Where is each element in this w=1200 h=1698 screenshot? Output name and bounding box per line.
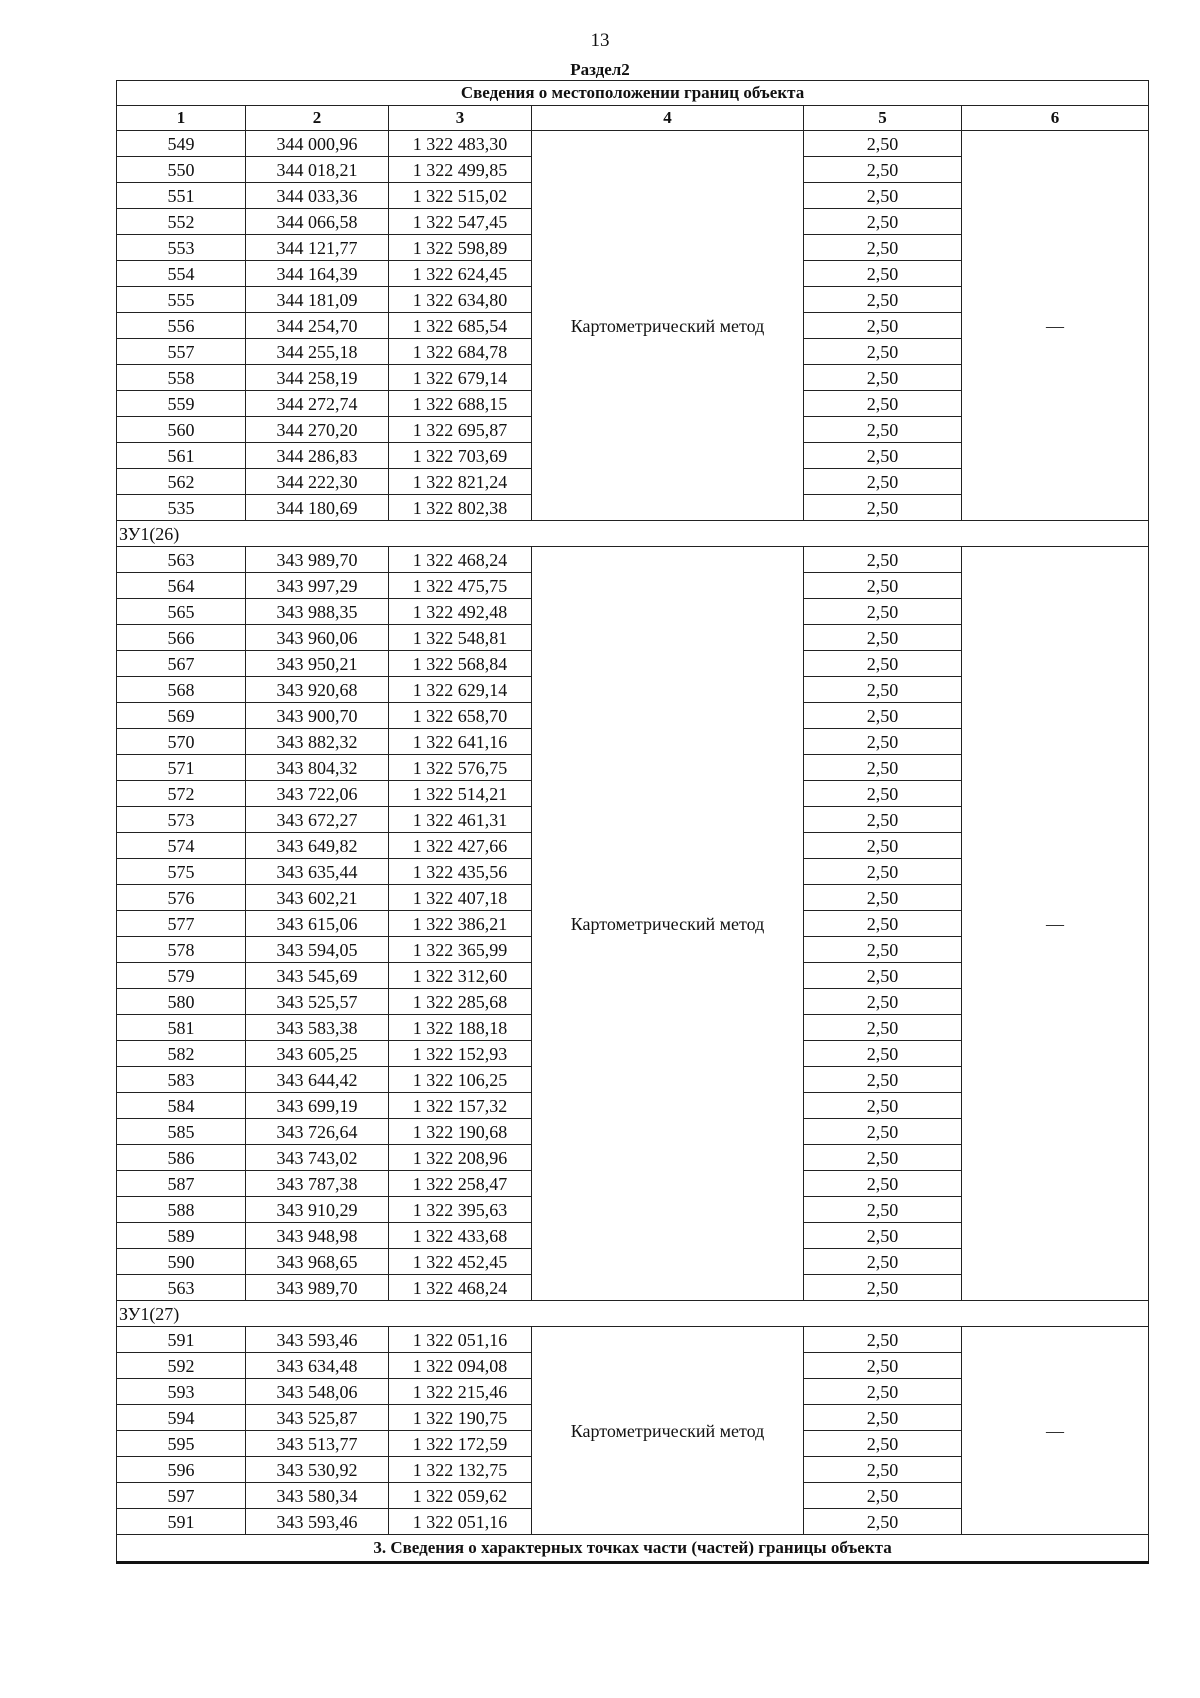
point-number-cell: 581 bbox=[117, 1015, 246, 1041]
x-coordinate-cell: 344 033,36 bbox=[246, 183, 389, 209]
y-coordinate-cell: 1 322 258,47 bbox=[389, 1171, 532, 1197]
y-coordinate-cell: 1 322 152,93 bbox=[389, 1041, 532, 1067]
point-number-cell: 582 bbox=[117, 1041, 246, 1067]
y-coordinate-cell: 1 322 629,14 bbox=[389, 677, 532, 703]
accuracy-cell: 2,50 bbox=[804, 911, 962, 937]
point-number-cell: 593 bbox=[117, 1379, 246, 1405]
x-coordinate-cell: 343 513,77 bbox=[246, 1431, 389, 1457]
y-coordinate-cell: 1 322 051,16 bbox=[389, 1327, 532, 1353]
accuracy-cell: 2,50 bbox=[804, 833, 962, 859]
x-coordinate-cell: 343 635,44 bbox=[246, 859, 389, 885]
accuracy-cell: 2,50 bbox=[804, 469, 962, 495]
x-coordinate-cell: 343 594,05 bbox=[246, 937, 389, 963]
point-number-cell: 573 bbox=[117, 807, 246, 833]
y-coordinate-cell: 1 322 365,99 bbox=[389, 937, 532, 963]
accuracy-cell: 2,50 bbox=[804, 1223, 962, 1249]
point-number-cell: 586 bbox=[117, 1145, 246, 1171]
point-number-cell: 579 bbox=[117, 963, 246, 989]
x-coordinate-cell: 343 593,46 bbox=[246, 1509, 389, 1535]
column-number-5: 5 bbox=[804, 106, 962, 131]
x-coordinate-cell: 344 258,19 bbox=[246, 365, 389, 391]
group-label: ЗУ1(27) bbox=[117, 1301, 1149, 1327]
accuracy-cell: 2,50 bbox=[804, 1171, 962, 1197]
y-coordinate-cell: 1 322 499,85 bbox=[389, 157, 532, 183]
point-number-cell: 584 bbox=[117, 1093, 246, 1119]
y-coordinate-cell: 1 322 395,63 bbox=[389, 1197, 532, 1223]
point-number-cell: 555 bbox=[117, 287, 246, 313]
point-number-cell: 597 bbox=[117, 1483, 246, 1509]
accuracy-cell: 2,50 bbox=[804, 963, 962, 989]
x-coordinate-cell: 343 545,69 bbox=[246, 963, 389, 989]
y-coordinate-cell: 1 322 312,60 bbox=[389, 963, 532, 989]
y-coordinate-cell: 1 322 483,30 bbox=[389, 131, 532, 157]
y-coordinate-cell: 1 322 452,45 bbox=[389, 1249, 532, 1275]
accuracy-cell: 2,50 bbox=[804, 1119, 962, 1145]
point-number-cell: 560 bbox=[117, 417, 246, 443]
accuracy-cell: 2,50 bbox=[804, 313, 962, 339]
x-coordinate-cell: 343 672,27 bbox=[246, 807, 389, 833]
y-coordinate-cell: 1 322 059,62 bbox=[389, 1483, 532, 1509]
x-coordinate-cell: 343 989,70 bbox=[246, 547, 389, 573]
accuracy-cell: 2,50 bbox=[804, 365, 962, 391]
x-coordinate-cell: 343 968,65 bbox=[246, 1249, 389, 1275]
y-coordinate-cell: 1 322 685,54 bbox=[389, 313, 532, 339]
x-coordinate-cell: 343 602,21 bbox=[246, 885, 389, 911]
point-number-cell: 558 bbox=[117, 365, 246, 391]
accuracy-cell: 2,50 bbox=[804, 1249, 962, 1275]
y-coordinate-cell: 1 322 208,96 bbox=[389, 1145, 532, 1171]
accuracy-cell: 2,50 bbox=[804, 495, 962, 521]
accuracy-cell: 2,50 bbox=[804, 1327, 962, 1353]
y-coordinate-cell: 1 322 514,21 bbox=[389, 781, 532, 807]
point-number-cell: 567 bbox=[117, 651, 246, 677]
table-row bbox=[117, 1327, 1149, 1353]
x-coordinate-cell: 343 726,64 bbox=[246, 1119, 389, 1145]
y-coordinate-cell: 1 322 475,75 bbox=[389, 573, 532, 599]
x-coordinate-cell: 343 649,82 bbox=[246, 833, 389, 859]
y-coordinate-cell: 1 322 435,56 bbox=[389, 859, 532, 885]
column-number-row bbox=[117, 106, 1149, 131]
x-coordinate-cell: 343 948,98 bbox=[246, 1223, 389, 1249]
column-number-6: 6 bbox=[962, 106, 1149, 131]
description-cell: — bbox=[962, 1327, 1149, 1535]
accuracy-cell: 2,50 bbox=[804, 131, 962, 157]
y-coordinate-cell: 1 322 598,89 bbox=[389, 235, 532, 261]
column-number-4: 4 bbox=[532, 106, 804, 131]
x-coordinate-cell: 344 018,21 bbox=[246, 157, 389, 183]
y-coordinate-cell: 1 322 624,45 bbox=[389, 261, 532, 287]
group-label: ЗУ1(26) bbox=[117, 521, 1149, 547]
y-coordinate-cell: 1 322 461,31 bbox=[389, 807, 532, 833]
x-coordinate-cell: 343 634,48 bbox=[246, 1353, 389, 1379]
accuracy-cell: 2,50 bbox=[804, 1379, 962, 1405]
accuracy-cell: 2,50 bbox=[804, 1015, 962, 1041]
accuracy-cell: 2,50 bbox=[804, 1275, 962, 1301]
x-coordinate-cell: 344 180,69 bbox=[246, 495, 389, 521]
x-coordinate-cell: 343 548,06 bbox=[246, 1379, 389, 1405]
accuracy-cell: 2,50 bbox=[804, 339, 962, 365]
page-number: 13 bbox=[590, 30, 610, 51]
x-coordinate-cell: 344 255,18 bbox=[246, 339, 389, 365]
accuracy-cell: 2,50 bbox=[804, 417, 962, 443]
point-number-cell: 572 bbox=[117, 781, 246, 807]
y-coordinate-cell: 1 322 407,18 bbox=[389, 885, 532, 911]
accuracy-cell: 2,50 bbox=[804, 1509, 962, 1535]
x-coordinate-cell: 344 121,77 bbox=[246, 235, 389, 261]
accuracy-cell: 2,50 bbox=[804, 677, 962, 703]
y-coordinate-cell: 1 322 634,80 bbox=[389, 287, 532, 313]
x-coordinate-cell: 343 743,02 bbox=[246, 1145, 389, 1171]
x-coordinate-cell: 343 989,70 bbox=[246, 1275, 389, 1301]
y-coordinate-cell: 1 322 433,68 bbox=[389, 1223, 532, 1249]
y-coordinate-cell: 1 322 703,69 bbox=[389, 443, 532, 469]
x-coordinate-cell: 343 804,32 bbox=[246, 755, 389, 781]
point-number-cell: 588 bbox=[117, 1197, 246, 1223]
accuracy-cell: 2,50 bbox=[804, 1093, 962, 1119]
point-number-cell: 570 bbox=[117, 729, 246, 755]
y-coordinate-cell: 1 322 468,24 bbox=[389, 547, 532, 573]
accuracy-cell: 2,50 bbox=[804, 729, 962, 755]
point-number-cell: 564 bbox=[117, 573, 246, 599]
accuracy-cell: 2,50 bbox=[804, 599, 962, 625]
accuracy-cell: 2,50 bbox=[804, 547, 962, 573]
y-coordinate-cell: 1 322 094,08 bbox=[389, 1353, 532, 1379]
point-number-cell: 559 bbox=[117, 391, 246, 417]
accuracy-cell: 2,50 bbox=[804, 1483, 962, 1509]
accuracy-cell: 2,50 bbox=[804, 1145, 962, 1171]
point-number-cell: 557 bbox=[117, 339, 246, 365]
x-coordinate-cell: 343 950,21 bbox=[246, 651, 389, 677]
accuracy-cell: 2,50 bbox=[804, 1041, 962, 1067]
point-number-cell: 550 bbox=[117, 157, 246, 183]
y-coordinate-cell: 1 322 188,18 bbox=[389, 1015, 532, 1041]
x-coordinate-cell: 344 270,20 bbox=[246, 417, 389, 443]
x-coordinate-cell: 344 164,39 bbox=[246, 261, 389, 287]
accuracy-cell: 2,50 bbox=[804, 937, 962, 963]
footer-row bbox=[117, 1535, 1149, 1563]
x-coordinate-cell: 343 525,57 bbox=[246, 989, 389, 1015]
y-coordinate-cell: 1 322 215,46 bbox=[389, 1379, 532, 1405]
x-coordinate-cell: 344 286,83 bbox=[246, 443, 389, 469]
accuracy-cell: 2,50 bbox=[804, 807, 962, 833]
method-cell: Картометрический метод bbox=[532, 1327, 804, 1535]
point-number-cell: 592 bbox=[117, 1353, 246, 1379]
accuracy-cell: 2,50 bbox=[804, 443, 962, 469]
point-number-cell: 596 bbox=[117, 1457, 246, 1483]
accuracy-cell: 2,50 bbox=[804, 261, 962, 287]
accuracy-cell: 2,50 bbox=[804, 755, 962, 781]
y-coordinate-cell: 1 322 688,15 bbox=[389, 391, 532, 417]
y-coordinate-cell: 1 322 547,45 bbox=[389, 209, 532, 235]
point-number-cell: 595 bbox=[117, 1431, 246, 1457]
accuracy-cell: 2,50 bbox=[804, 1405, 962, 1431]
description-cell: — bbox=[962, 131, 1149, 521]
accuracy-cell: 2,50 bbox=[804, 1197, 962, 1223]
y-coordinate-cell: 1 322 386,21 bbox=[389, 911, 532, 937]
x-coordinate-cell: 343 988,35 bbox=[246, 599, 389, 625]
accuracy-cell: 2,50 bbox=[804, 573, 962, 599]
y-coordinate-cell: 1 322 568,84 bbox=[389, 651, 532, 677]
column-number-1: 1 bbox=[117, 106, 246, 131]
point-number-cell: 591 bbox=[117, 1327, 246, 1353]
y-coordinate-cell: 1 322 548,81 bbox=[389, 625, 532, 651]
description-cell: — bbox=[962, 547, 1149, 1301]
y-coordinate-cell: 1 322 051,16 bbox=[389, 1509, 532, 1535]
accuracy-cell: 2,50 bbox=[804, 287, 962, 313]
x-coordinate-cell: 343 644,42 bbox=[246, 1067, 389, 1093]
point-number-cell: 554 bbox=[117, 261, 246, 287]
x-coordinate-cell: 343 997,29 bbox=[246, 573, 389, 599]
point-number-cell: 590 bbox=[117, 1249, 246, 1275]
x-coordinate-cell: 343 920,68 bbox=[246, 677, 389, 703]
x-coordinate-cell: 343 882,32 bbox=[246, 729, 389, 755]
y-coordinate-cell: 1 322 684,78 bbox=[389, 339, 532, 365]
method-cell: Картометрический метод bbox=[532, 547, 804, 1301]
point-number-cell: 585 bbox=[117, 1119, 246, 1145]
y-coordinate-cell: 1 322 515,02 bbox=[389, 183, 532, 209]
y-coordinate-cell: 1 322 285,68 bbox=[389, 989, 532, 1015]
x-coordinate-cell: 343 910,29 bbox=[246, 1197, 389, 1223]
x-coordinate-cell: 343 580,34 bbox=[246, 1483, 389, 1509]
y-coordinate-cell: 1 322 641,16 bbox=[389, 729, 532, 755]
group-row bbox=[117, 1301, 1149, 1327]
point-number-cell: 583 bbox=[117, 1067, 246, 1093]
x-coordinate-cell: 344 272,74 bbox=[246, 391, 389, 417]
x-coordinate-cell: 343 900,70 bbox=[246, 703, 389, 729]
point-number-cell: 578 bbox=[117, 937, 246, 963]
y-coordinate-cell: 1 322 427,66 bbox=[389, 833, 532, 859]
accuracy-cell: 2,50 bbox=[804, 703, 962, 729]
accuracy-cell: 2,50 bbox=[804, 859, 962, 885]
x-coordinate-cell: 343 530,92 bbox=[246, 1457, 389, 1483]
table-title-row bbox=[117, 81, 1149, 106]
x-coordinate-cell: 344 254,70 bbox=[246, 313, 389, 339]
group-row bbox=[117, 521, 1149, 547]
y-coordinate-cell: 1 322 190,75 bbox=[389, 1405, 532, 1431]
accuracy-cell: 2,50 bbox=[804, 989, 962, 1015]
y-coordinate-cell: 1 322 132,75 bbox=[389, 1457, 532, 1483]
x-coordinate-cell: 343 699,19 bbox=[246, 1093, 389, 1119]
x-coordinate-cell: 343 583,38 bbox=[246, 1015, 389, 1041]
accuracy-cell: 2,50 bbox=[804, 651, 962, 677]
y-coordinate-cell: 1 322 492,48 bbox=[389, 599, 532, 625]
accuracy-cell: 2,50 bbox=[804, 1431, 962, 1457]
x-coordinate-cell: 344 222,30 bbox=[246, 469, 389, 495]
point-number-cell: 569 bbox=[117, 703, 246, 729]
point-number-cell: 580 bbox=[117, 989, 246, 1015]
x-coordinate-cell: 344 000,96 bbox=[246, 131, 389, 157]
point-number-cell: 563 bbox=[117, 1275, 246, 1301]
x-coordinate-cell: 343 960,06 bbox=[246, 625, 389, 651]
point-number-cell: 565 bbox=[117, 599, 246, 625]
point-number-cell: 571 bbox=[117, 755, 246, 781]
column-number-3: 3 bbox=[389, 106, 532, 131]
x-coordinate-cell: 343 605,25 bbox=[246, 1041, 389, 1067]
column-number-2: 2 bbox=[246, 106, 389, 131]
y-coordinate-cell: 1 322 106,25 bbox=[389, 1067, 532, 1093]
point-number-cell: 568 bbox=[117, 677, 246, 703]
point-number-cell: 563 bbox=[117, 547, 246, 573]
point-number-cell: 556 bbox=[117, 313, 246, 339]
table-title: Сведения о местоположении границ объекта bbox=[117, 81, 1149, 106]
point-number-cell: 561 bbox=[117, 443, 246, 469]
accuracy-cell: 2,50 bbox=[804, 1353, 962, 1379]
accuracy-cell: 2,50 bbox=[804, 235, 962, 261]
x-coordinate-cell: 344 066,58 bbox=[246, 209, 389, 235]
x-coordinate-cell: 343 722,06 bbox=[246, 781, 389, 807]
accuracy-cell: 2,50 bbox=[804, 625, 962, 651]
x-coordinate-cell: 343 787,38 bbox=[246, 1171, 389, 1197]
accuracy-cell: 2,50 bbox=[804, 885, 962, 911]
y-coordinate-cell: 1 322 468,24 bbox=[389, 1275, 532, 1301]
point-number-cell: 587 bbox=[117, 1171, 246, 1197]
point-number-cell: 591 bbox=[117, 1509, 246, 1535]
accuracy-cell: 2,50 bbox=[804, 391, 962, 417]
point-number-cell: 576 bbox=[117, 885, 246, 911]
y-coordinate-cell: 1 322 679,14 bbox=[389, 365, 532, 391]
point-number-cell: 535 bbox=[117, 495, 246, 521]
y-coordinate-cell: 1 322 576,75 bbox=[389, 755, 532, 781]
accuracy-cell: 2,50 bbox=[804, 781, 962, 807]
section-title: Раздел2 bbox=[570, 60, 630, 79]
point-number-cell: 552 bbox=[117, 209, 246, 235]
accuracy-cell: 2,50 bbox=[804, 209, 962, 235]
accuracy-cell: 2,50 bbox=[804, 183, 962, 209]
point-number-cell: 594 bbox=[117, 1405, 246, 1431]
x-coordinate-cell: 343 525,87 bbox=[246, 1405, 389, 1431]
point-number-cell: 562 bbox=[117, 469, 246, 495]
x-coordinate-cell: 343 615,06 bbox=[246, 911, 389, 937]
y-coordinate-cell: 1 322 658,70 bbox=[389, 703, 532, 729]
point-number-cell: 575 bbox=[117, 859, 246, 885]
y-coordinate-cell: 1 322 802,38 bbox=[389, 495, 532, 521]
point-number-cell: 577 bbox=[117, 911, 246, 937]
boundary-table bbox=[116, 80, 1149, 1564]
table-row bbox=[117, 131, 1149, 157]
accuracy-cell: 2,50 bbox=[804, 157, 962, 183]
boundary-table-container bbox=[116, 80, 1148, 1564]
y-coordinate-cell: 1 322 157,32 bbox=[389, 1093, 532, 1119]
x-coordinate-cell: 343 593,46 bbox=[246, 1327, 389, 1353]
y-coordinate-cell: 1 322 172,59 bbox=[389, 1431, 532, 1457]
point-number-cell: 566 bbox=[117, 625, 246, 651]
point-number-cell: 574 bbox=[117, 833, 246, 859]
point-number-cell: 553 bbox=[117, 235, 246, 261]
method-cell: Картометрический метод bbox=[532, 131, 804, 521]
point-number-cell: 549 bbox=[117, 131, 246, 157]
point-number-cell: 589 bbox=[117, 1223, 246, 1249]
y-coordinate-cell: 1 322 190,68 bbox=[389, 1119, 532, 1145]
point-number-cell: 551 bbox=[117, 183, 246, 209]
x-coordinate-cell: 344 181,09 bbox=[246, 287, 389, 313]
table-row bbox=[117, 547, 1149, 573]
y-coordinate-cell: 1 322 695,87 bbox=[389, 417, 532, 443]
y-coordinate-cell: 1 322 821,24 bbox=[389, 469, 532, 495]
next-section-heading: 3. Сведения о характерных точках части (частей) границы объекта bbox=[117, 1535, 1149, 1563]
accuracy-cell: 2,50 bbox=[804, 1457, 962, 1483]
accuracy-cell: 2,50 bbox=[804, 1067, 962, 1093]
